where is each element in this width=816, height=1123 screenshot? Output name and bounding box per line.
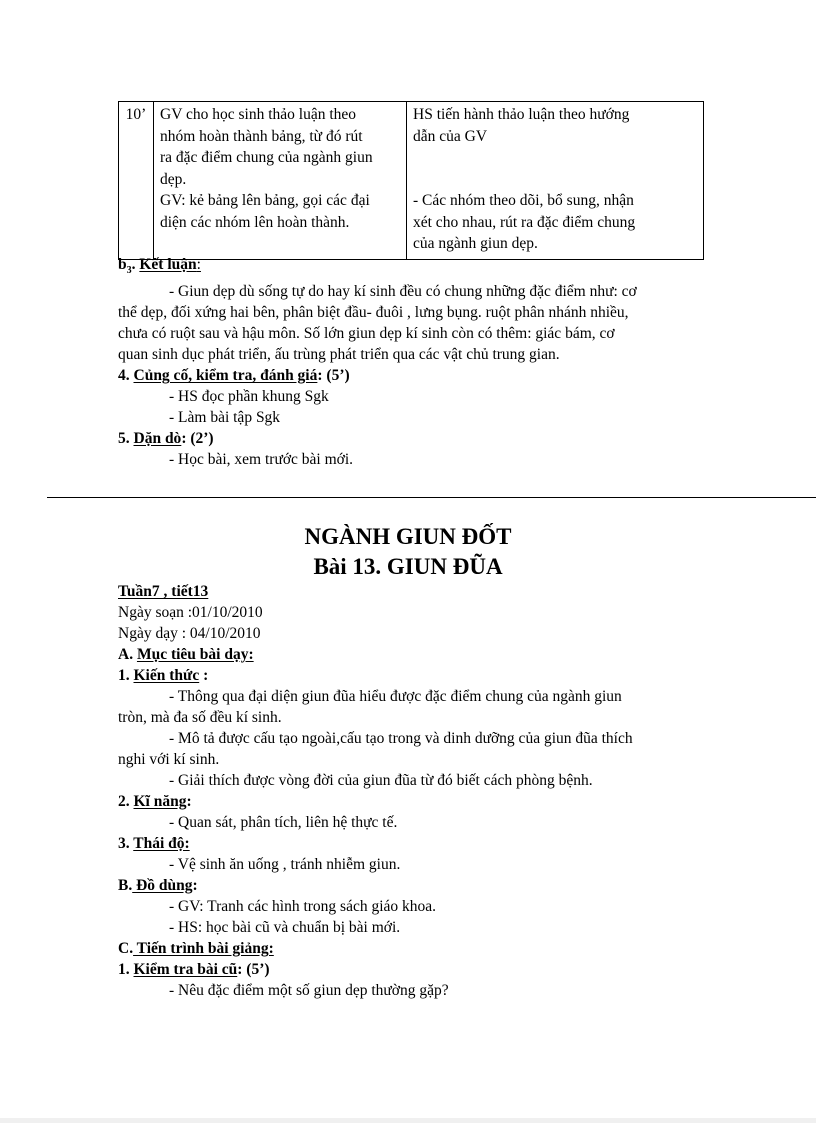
- attitude-line: - Vệ sinh ăn uống , tránh nhiễm giun.: [169, 856, 401, 873]
- section-c-heading: C. Tiến trình bài giảng:: [118, 940, 274, 957]
- review-heading: 1. Kiểm tra bài cũ: (5’): [118, 961, 270, 978]
- conclusion-line: thể dẹp, đối xứng hai bên, phân biệt đầu- đuôi , lưng bụng. ruột phân nhánh nhiều,: [118, 304, 629, 322]
- knowledge-line: - Thông qua đại diện giun đũa hiểu được đặc điểm chung của ngành giun: [169, 688, 622, 705]
- lesson-plan-body: [118, 581, 704, 1001]
- blank-line: [413, 147, 697, 169]
- lesson-title: Bài 13. GIUN ĐŨA: [313, 554, 503, 579]
- teacher-line: diện các nhóm lên hoàn thành.: [160, 213, 350, 231]
- section-b-heading: B. Đồ dùng:: [118, 877, 198, 894]
- teacher-line: ra đặc điểm chung của ngành giun: [160, 149, 373, 166]
- materials-line: - GV: Tranh các hình trong sách giáo khoa.: [169, 898, 437, 915]
- conclusion-line: quan sinh dục phát triển, ấu trùng phát triển qua các vật chủ trung gian.: [118, 346, 560, 364]
- knowledge-line: tròn, mà đa số đều kí sinh.: [118, 709, 282, 726]
- student-activity-cell: [407, 102, 704, 260]
- taught-date: Ngày dạy : 04/10/2010: [118, 625, 261, 642]
- table-row: [119, 102, 704, 260]
- chapter-title: NGÀNH GIUN ĐỐT: [304, 524, 512, 549]
- teacher-line: dẹp.: [160, 170, 187, 188]
- time-cell: 10’: [119, 102, 154, 260]
- conclusion-block: [118, 254, 704, 470]
- homework-item: - Học bài, xem trước bài mới.: [169, 451, 354, 469]
- student-line: - Các nhóm theo dõi, bổ sung, nhận: [413, 192, 634, 209]
- knowledge-line: nghi với kí sinh.: [118, 751, 220, 768]
- review-question: - Nêu đặc điểm một số giun dẹp thường gặp?: [169, 982, 449, 999]
- teacher-line: GV: kẻ bảng lên bảng, gọi các đại: [160, 192, 370, 209]
- page-divider: [47, 497, 816, 498]
- conclusion-line: chưa có ruột sau và hậu môn. Số lớn giun dẹp kí sinh còn có thêm: giác bám, cơ: [118, 325, 615, 343]
- attitude-heading: 3. Thái độ:: [118, 835, 190, 852]
- page-bottom-edge: [0, 1118, 816, 1123]
- conclusion-heading: $b_3$. Kết luận:: [118, 256, 201, 277]
- skills-heading: 2. Kĩ năng:: [118, 793, 192, 810]
- knowledge-line: - Mô tả được cấu tạo ngoài,cấu tạo trong và dinh dưỡng của giun đũa thích: [169, 730, 633, 747]
- homework-heading: 5. Dặn dò: (2’): [118, 430, 214, 448]
- student-line: của ngành giun dẹp.: [413, 235, 538, 252]
- student-line: HS tiến hành thảo luận theo hướng: [413, 106, 630, 123]
- student-line: dẫn của GV: [413, 127, 488, 145]
- materials-line: - HS: học bài cũ và chuẩn bị bài mới.: [169, 919, 401, 936]
- teacher-activity-cell: [154, 102, 407, 260]
- teacher-line: nhóm hoàn thành bảng, từ đó rút: [160, 127, 363, 145]
- knowledge-line: - Giải thích được vòng đời của giun đũa từ đó biết cách phòng bệnh.: [169, 772, 593, 789]
- consolidate-item: - Làm bài tập Sgk: [169, 409, 281, 427]
- consolidate-heading: 4. Củng cố, kiểm tra, đánh giá: (5’): [118, 367, 350, 385]
- section-a-heading: A. Mục tiêu bài dạy:: [118, 646, 254, 663]
- conclusion-line: - Giun dẹp dù sống tự do hay kí sinh đều có chung những đặc điểm như: cơ: [169, 283, 637, 301]
- skills-line: - Quan sát, phân tích, liên hệ thực tế.: [169, 814, 398, 831]
- teacher-line: GV cho học sinh thảo luận theo: [160, 106, 357, 123]
- lesson-activity-table: [118, 101, 704, 260]
- consolidate-item: - HS đọc phần khung Sgk: [169, 388, 329, 406]
- week-period: Tuần7 , tiết13: [118, 583, 209, 600]
- student-line: xét cho nhau, rút ra đặc điểm chung: [413, 213, 636, 231]
- blank-line: [413, 169, 697, 191]
- knowledge-heading: 1. Kiến thức :: [118, 667, 209, 684]
- prepared-date: Ngày soạn :01/10/2010: [118, 604, 263, 621]
